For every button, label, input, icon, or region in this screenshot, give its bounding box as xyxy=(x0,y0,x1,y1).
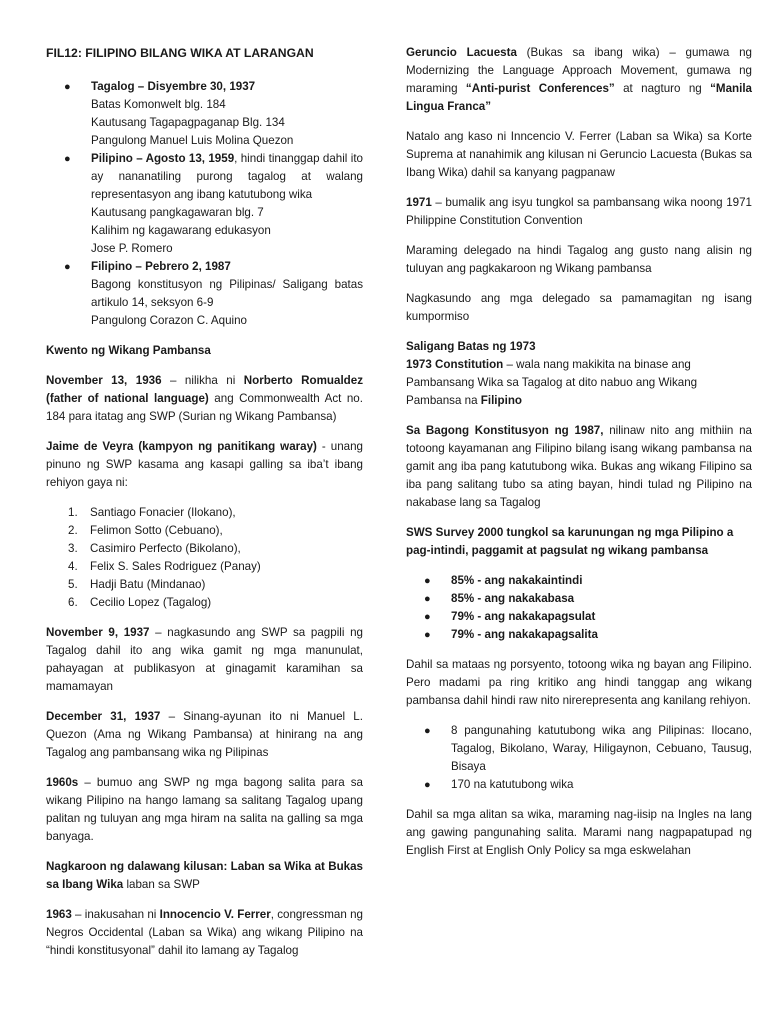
text-span: , congressman ng Negros Occidental (Laban sa Wika) ang wikang Pilipino na “hindi konstitusyonal” dahil ito lamang ay Tagalog xyxy=(46,908,363,957)
timeline-line: Jose P. Romero xyxy=(91,242,173,255)
paragraph-1960s xyxy=(46,774,363,846)
item-number: 4. xyxy=(68,560,78,573)
paragraph-1936 xyxy=(46,372,363,426)
paragraph-veyra xyxy=(46,438,363,492)
list-item xyxy=(46,522,363,540)
item-number: 2. xyxy=(68,524,78,537)
person-name: Geruncio Lacuesta xyxy=(406,46,517,59)
wika-list xyxy=(406,722,752,794)
sws-heading: SWS Survey 2000 tungkol sa karunungan ng mga Pilipino a pag-intindi, paggamit at pagsulat ng wikang pambansa xyxy=(406,526,734,557)
list-item xyxy=(406,608,752,626)
text-span: laban sa SWP xyxy=(123,878,200,891)
left-column xyxy=(46,44,363,972)
stat-text: 85% - ang nakakabasa xyxy=(451,592,575,605)
list-item xyxy=(46,540,363,558)
item-number: 6. xyxy=(68,596,78,609)
text-span: nilinaw nito ang mithiin na totoong kayamanan ang Filipino bilang isang wikang pambansa na gamit ang iba pang katutubong wika. Bukas ang wikang Filipino sa iba pang salitang tubo sa ating bayan, hindi tulad ng Pilipino na nakabase lang sa Tagalog xyxy=(406,424,752,509)
paragraph-dec31 xyxy=(46,708,363,762)
paragraph-porsyento: Dahil sa mataas ng porsyento, totoong wika ng bayan ang Filipino. Pero madami pa ring kritiko ang hindi tanggap ang wikang pambansa dahil hindi raw nito nirerepresenta ang kanilang rehiyon. xyxy=(406,658,752,707)
text-span: – wala nang makikita na binase ang Pambansang Wika sa Tagalog at dito nabuo ang Wikang Pambansa na xyxy=(406,358,698,407)
bold-text: 1973 Constitution xyxy=(406,358,504,371)
timeline-line: Batas Komonwelt blg. 184 xyxy=(91,98,226,111)
text-span: – bumalik ang isyu tungkol sa pambansang wika noong 1971 Philippine Constitution Convention xyxy=(406,196,752,227)
text-span: – inakusahan ni xyxy=(71,908,160,921)
paragraph-delegado: Maraming delegado na hindi Tagalog ang gusto nang alisin ng tuluyan ang pagkakaroon ng Wikang pambansa xyxy=(406,244,752,275)
timeline-head: Filipino – Pebrero 2, 1987 xyxy=(91,260,231,273)
list-item xyxy=(46,78,363,150)
stat-text: 79% - ang nakakapagsulat xyxy=(451,610,596,623)
kwento-heading: Kwento ng Wikang Pambansa xyxy=(46,344,211,357)
item-text: 170 na katutubong wika xyxy=(451,778,574,791)
list-item xyxy=(46,504,363,522)
text-span: – bumuo ang SWP ng mga bagong salita para sa wikang Pilipino na hango lamang sa salitang Tagalog upang palitan ng tuluyan ang mga hiram na salita na galling sa mga banyaga. xyxy=(46,776,363,843)
text-span: - unang pinuno ng SWP kasama ang kasapi galling sa iba’t ibang rehiyon gaya ni: xyxy=(46,440,363,489)
item-number: 5. xyxy=(68,578,78,591)
text-span: ang Commonwealth Act no. 184 para itatag ang SWP (Surian ng Wikang Pambansa) xyxy=(46,392,363,423)
list-item xyxy=(46,258,363,330)
paragraph-1987 xyxy=(406,422,752,512)
date-label: 1971 xyxy=(406,196,432,209)
person-name: Innocencio V. Ferrer xyxy=(159,908,271,921)
saligang-heading: Saligang Batas ng 1973 xyxy=(406,340,536,353)
member-name: Hadji Batu (Mindanao) xyxy=(90,578,206,591)
text-span: – nagkasundo ang SWP sa pagpili ng Tagalog dahil ito ang wika gamit ng mga manunulat, pahayagan at publikasyon at ginagamit karamihan sa mamamayan xyxy=(46,626,363,693)
text-span: – nilikha ni xyxy=(161,374,244,387)
bullet-icon: ● xyxy=(424,593,431,605)
paragraph-alitan: Dahil sa mga alitan sa wika, maraming nag-iisip na Ingles na lang ang gawing pangunahing salita. Marami nang nagpapatupad ng English First at English Only Policy sa mga eskwelahan xyxy=(406,808,752,857)
bullet-icon: ● xyxy=(424,629,431,641)
bullet-icon: ● xyxy=(424,725,431,737)
bullet-icon: ● xyxy=(64,81,71,93)
person-name: Jaime de Veyra (kampyon ng panitikang waray) xyxy=(46,440,317,453)
members-list xyxy=(46,504,363,612)
paragraph-nov9 xyxy=(46,624,363,696)
right-column xyxy=(406,44,752,872)
date-label: November 13, 1936 xyxy=(46,374,162,387)
item-number: 3. xyxy=(68,542,78,555)
bullet-icon: ● xyxy=(424,611,431,623)
document-title: FIL12: FILIPINO BILANG WIKA AT LARANGAN xyxy=(46,46,314,60)
paragraph-1973 xyxy=(406,356,752,410)
list-item xyxy=(406,776,752,794)
timeline-line: Kalihim ng kagawarang edukasyon xyxy=(91,224,271,237)
bullet-icon: ● xyxy=(64,153,71,165)
paragraph-1963 xyxy=(46,906,363,960)
paragraph-kumpormiso: Nagkasundo ang mga delegado sa pamamagitan ng isang kumpormiso xyxy=(406,292,752,323)
paragraph-1971 xyxy=(406,194,752,230)
text-span: at nagturo ng xyxy=(614,82,711,95)
list-item xyxy=(46,594,363,612)
date-label: December 31, 1937 xyxy=(46,710,161,723)
timeline-line: Bagong konstitusyon ng Pilipinas/ Saligang batas artikulo 14, seksyon 6-9 xyxy=(91,278,363,309)
member-name: Santiago Fonacier (Ilokano), xyxy=(90,506,236,519)
bullet-icon: ● xyxy=(424,575,431,587)
text-span: – Sinang-ayunan ito ni Manuel L. Quezon (Ama ng Wikang Pambansa) at hinirang na ang Tagalog ang pambansang wika ng Pilipinas xyxy=(46,710,363,759)
stat-text: 85% - ang nakakaintindi xyxy=(451,574,583,587)
bullet-icon: ● xyxy=(424,779,431,791)
bold-text: Filipino xyxy=(480,394,522,407)
timeline-head: Pilipino – Agosto 13, 1959 xyxy=(91,152,235,165)
paragraph-kilusan xyxy=(46,858,363,894)
timeline-head: Tagalog – Disyembre 30, 1937 xyxy=(91,80,256,93)
timeline-head-rest: , hindi tinanggap dahil ito ay nananatiling purong tagalog at walang representasyon ang ibang katutubong wika xyxy=(91,152,363,201)
member-name: Felimon Sotto (Cebuano), xyxy=(90,524,223,537)
stats-list xyxy=(406,572,752,644)
timeline-line: Pangulong Manuel Luis Molina Quezon xyxy=(91,134,294,147)
list-item xyxy=(406,590,752,608)
paragraph-natalo: Natalo ang kaso ni Inncencio V. Ferrer (Laban sa Wika) sa Korte Suprema at nanahimik ang kilusan ni Geruncio Lacuesta (Bukas sa Ibang Wika) dahil sa kanyang pagpanaw xyxy=(406,130,752,179)
text-span: (Bukas sa ibang wika) – gumawa ng Modernizing the Language Approach Movement, gumawa ng maraming xyxy=(406,46,752,95)
bold-text: Nagkaroon ng dalawang kilusan: Laban sa Wika at Bukas sa Ibang Wika xyxy=(46,860,363,891)
member-name: Casimiro Perfecto (Bikolano), xyxy=(90,542,241,555)
person-name: Norberto Romualdez (father of national language) xyxy=(46,374,364,405)
timeline-line: Pangulong Corazon C. Aquino xyxy=(91,314,247,327)
list-item xyxy=(46,558,363,576)
timeline-line: Kautusang Tagapagpaganap Blg. 134 xyxy=(91,116,285,129)
timeline-line: Kautusang pangkagawaran blg. 7 xyxy=(91,206,264,219)
list-item xyxy=(406,626,752,644)
bold-text: “Manila Lingua Franca” xyxy=(406,82,752,113)
member-name: Felix S. Sales Rodriguez (Panay) xyxy=(90,560,261,573)
date-label: 1960s xyxy=(46,776,79,789)
item-text: 8 pangunahing katutubong wika ang Pilipinas: Ilocano, Tagalog, Bikolano, Waray, Hiligaynon, Cebuano, Tausug, Bisaya xyxy=(451,724,752,773)
list-item xyxy=(406,722,752,776)
timeline-list xyxy=(46,78,363,330)
list-item xyxy=(46,150,363,258)
stat-text: 79% - ang nakakapagsalita xyxy=(451,628,598,641)
item-number: 1. xyxy=(68,506,78,519)
list-item xyxy=(46,576,363,594)
bullet-icon: ● xyxy=(64,261,71,273)
date-label: 1963 xyxy=(46,908,72,921)
bold-text: “Anti-purist Conferences” xyxy=(465,82,615,95)
list-item xyxy=(406,572,752,590)
paragraph-lacuesta xyxy=(406,44,752,116)
member-name: Cecilio Lopez (Tagalog) xyxy=(90,596,212,609)
bold-text: Sa Bagong Konstitusyon ng 1987, xyxy=(406,424,604,437)
date-label: November 9, 1937 xyxy=(46,626,150,639)
